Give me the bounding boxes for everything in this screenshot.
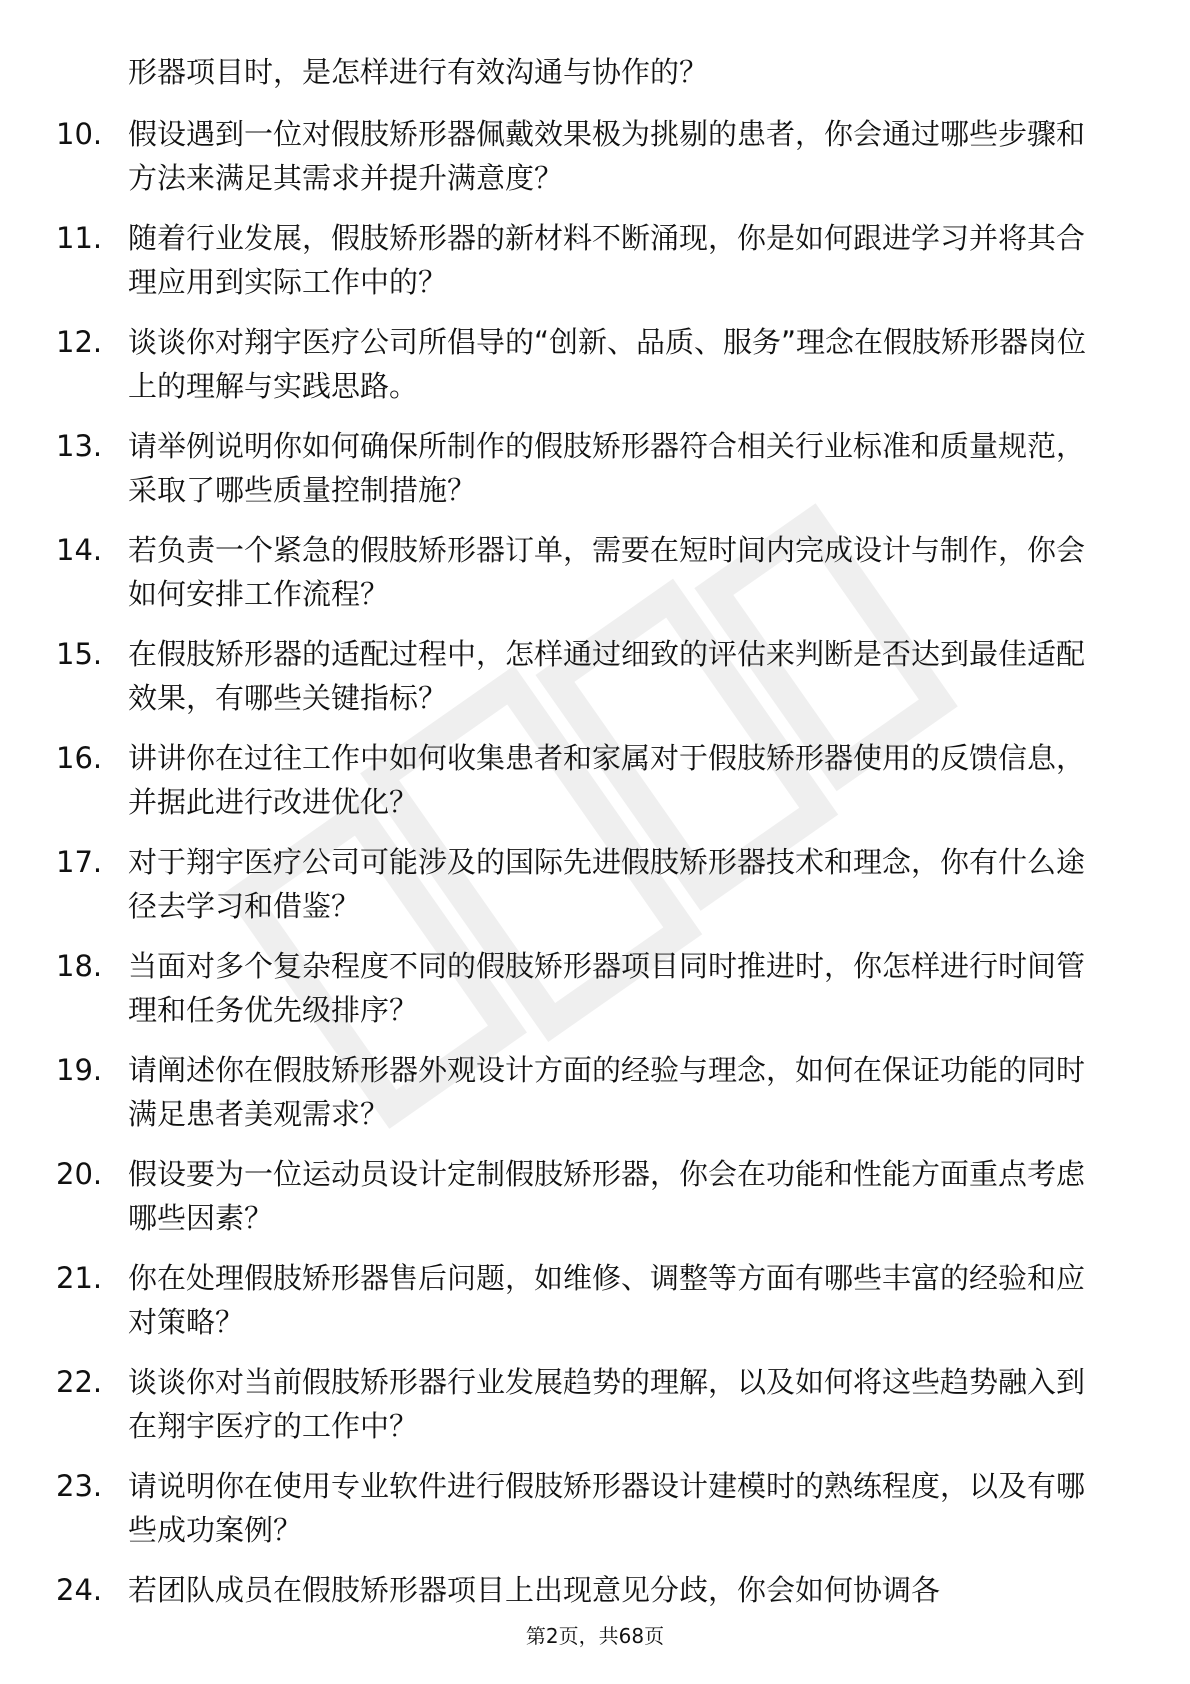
question-text: 若负责一个紧急的假肢矫形器订单，需要在短时间内完成设计与制作，你会如何安排工作流程？	[128, 533, 1086, 611]
question-number: 21.	[56, 1261, 103, 1295]
question-item	[0, 1152, 1190, 1256]
question-text: 随着行业发展，假肢矫形器的新材料不断涌现，你是如何跟进学习并将其合理应用到实际工作中的？	[128, 221, 1086, 299]
question-number: 17.	[56, 845, 103, 879]
question-number: 23.	[56, 1469, 103, 1503]
question-number: 11.	[56, 221, 103, 255]
question-item	[0, 320, 1190, 424]
question-number: 20.	[56, 1157, 103, 1191]
question-text: 谈谈你对当前假肢矫形器行业发展趋势的理解，以及如何将这些趋势融入到在翔宇医疗的工作中？	[128, 1365, 1086, 1443]
question-item	[0, 424, 1190, 528]
question-number: 22.	[56, 1365, 103, 1399]
question-text: 你在处理假肢矫形器售后问题，如维修、调整等方面有哪些丰富的经验和应对策略？	[128, 1261, 1086, 1339]
question-number: 18.	[56, 949, 103, 983]
question-number: 10.	[56, 117, 103, 151]
question-number: 24.	[56, 1573, 103, 1607]
question-item	[0, 1568, 1190, 1672]
question-number: 15.	[56, 637, 103, 671]
question-item	[0, 840, 1190, 944]
continuation-text: 形器项目时，是怎样进行有效沟通与协作的？	[128, 55, 709, 89]
question-text: 讲讲你在过往工作中如何收集患者和家属对于假肢矫形器使用的反馈信息，并据此进行改进优化？	[128, 741, 1086, 819]
question-text: 请说明你在使用专业软件进行假肢矫形器设计建模时的熟练程度，以及有哪些成功案例？	[128, 1469, 1086, 1547]
question-text: 假设要为一位运动员设计定制假肢矫形器，你会在功能和性能方面重点考虑哪些因素？	[128, 1157, 1086, 1235]
question-text: 在假肢矫形器的适配过程中，怎样通过细致的评估来判断是否达到最佳适配效果，有哪些关键指标？	[128, 637, 1086, 715]
question-item	[0, 736, 1190, 840]
question-item	[0, 1048, 1190, 1152]
question-text: 当面对多个复杂程度不同的假肢矫形器项目同时推进时，你怎样进行时间管理和任务优先级排序？	[128, 949, 1086, 1027]
question-list	[0, 112, 1190, 1672]
question-number: 14.	[56, 533, 103, 567]
question-text: 假设遇到一位对假肢矫形器佩戴效果极为挑剔的患者，你会通过哪些步骤和方法来满足其需求并提升满意度？	[128, 117, 1086, 195]
question-text: 请阐述你在假肢矫形器外观设计方面的经验与理念，如何在保证功能的同时满足患者美观需求？	[128, 1053, 1086, 1131]
question-item	[0, 1464, 1190, 1568]
question-item	[0, 632, 1190, 736]
question-number: 16.	[56, 741, 103, 775]
page-footer: 第2页，共68页	[525, 1624, 665, 1648]
question-text: 谈谈你对翔宇医疗公司所倡导的“创新、品质、服务”理念在假肢矫形器岗位上的理解与实践思路。	[128, 325, 1087, 403]
question-item	[0, 944, 1190, 1048]
question-item	[0, 112, 1190, 216]
question-item	[0, 528, 1190, 632]
question-number: 12.	[56, 325, 103, 359]
question-item	[0, 1256, 1190, 1360]
question-number: 13.	[56, 429, 103, 463]
question-item	[0, 1360, 1190, 1464]
question-number: 19.	[56, 1053, 103, 1087]
question-text: 对于翔宇医疗公司可能涉及的国际先进假肢矫形器技术和理念，你有什么途径去学习和借鉴？	[128, 845, 1086, 923]
question-item	[0, 216, 1190, 320]
question-text: 若团队成员在假肢矫形器项目上出现意见分歧，你会如何协调各	[128, 1573, 941, 1607]
question-text: 请举例说明你如何确保所制作的假肢矫形器符合相关行业标准和质量规范，采取了哪些质量控制措施？	[128, 429, 1086, 507]
